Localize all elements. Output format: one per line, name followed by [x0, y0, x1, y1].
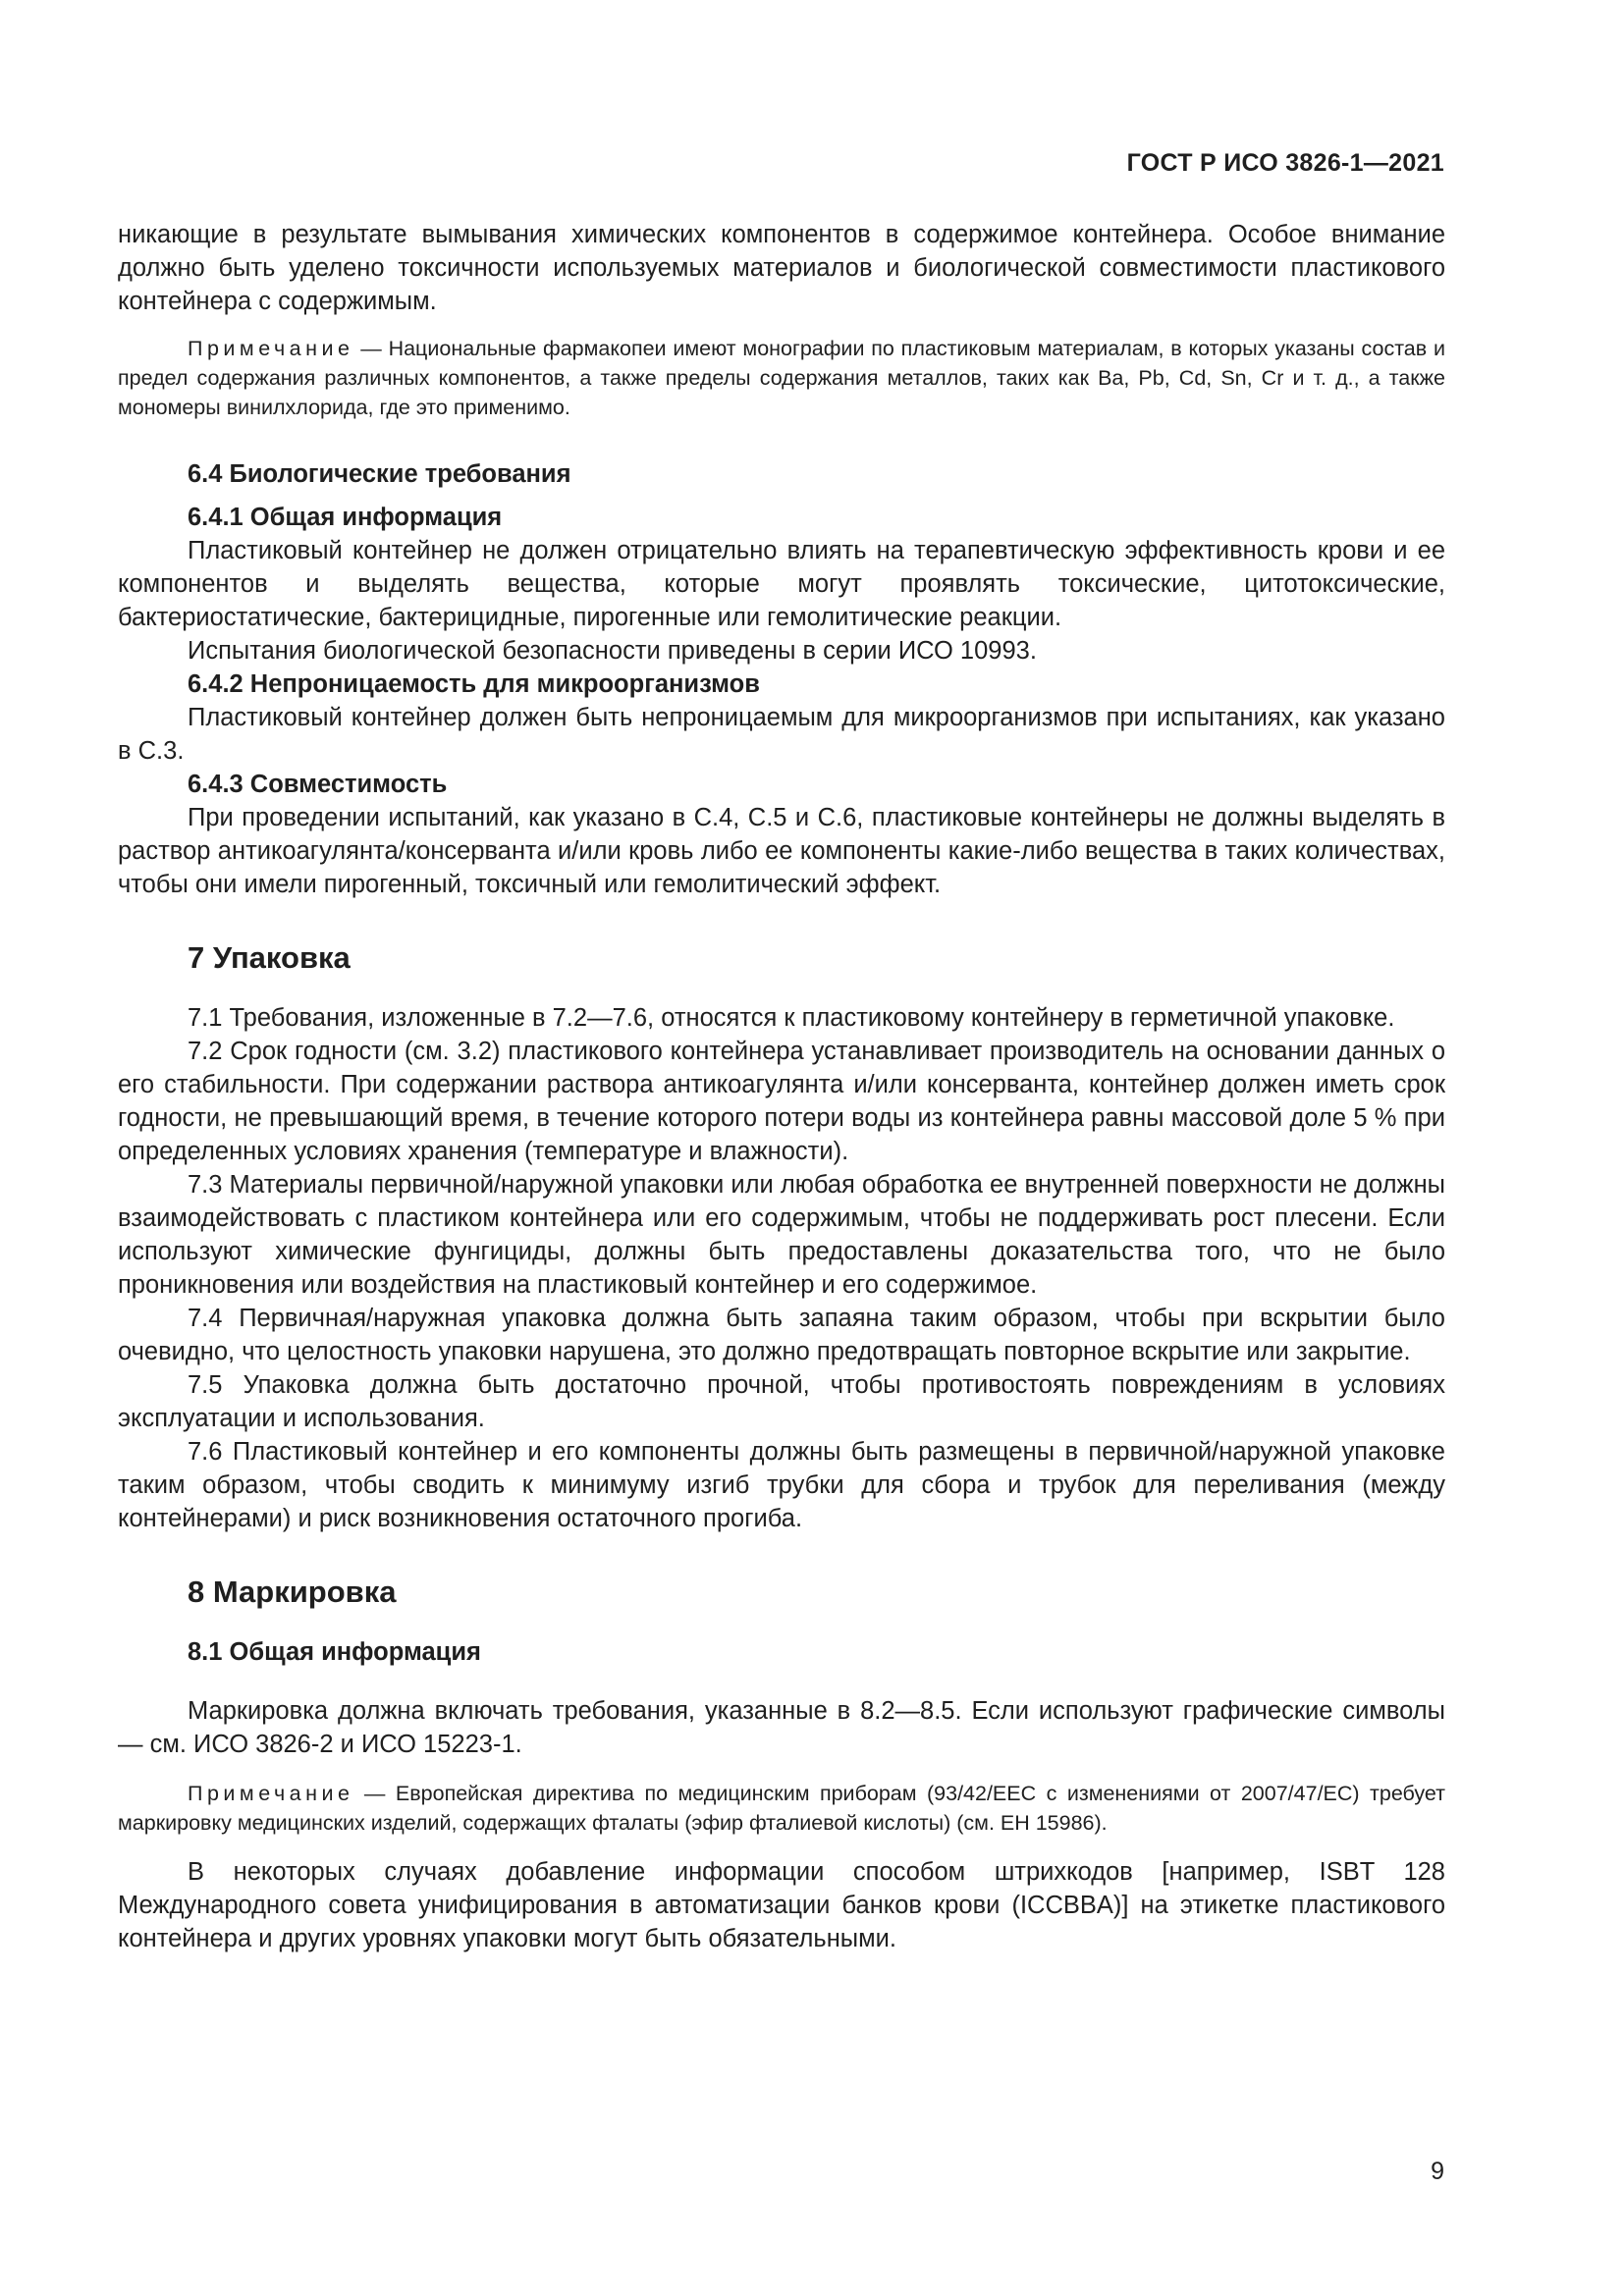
heading-8-1: 8.1 Общая информация — [188, 1638, 481, 1666]
paragraph-7-5: 7.5 Упаковка должна быть достаточно прочной, чтобы противостоять повреждениям в условиях эксплуатации и использования. — [118, 1371, 1445, 1432]
paragraph-6-4-3: При проведении испытаний, как указано в С.4, С.5 и С.6, пластиковые контейнеры не должны выделять в раствор антикоагулянта/консерванта и/или кровь либо ее компоненты какие-либо вещества в таких количествах, чтобы они имели пирогенный, токсичный или гемолитический эффект. — [118, 804, 1445, 898]
heading-8: 8 Маркировка — [188, 1575, 397, 1609]
note-label: Примечание — [188, 337, 354, 360]
paragraph-7-2: 7.2 Срок годности (см. 3.2) пластикового контейнера устанавливает производитель на основании данных о его стабильности. При содержании раствора антикоагулянта и/или консерванта, контейнер должен иметь срок годности, не превышающий время, в течение которого потери воды из контейнера равны массовой доле 5 % при определенных условиях хранения (температуре и влажности). — [118, 1038, 1445, 1165]
heading-7: 7 Упаковка — [188, 940, 351, 975]
heading-6-4-1: 6.4.1 Общая информация — [188, 504, 503, 531]
note-label: Примечание — [188, 1782, 354, 1805]
note-directive — [118, 1779, 1445, 1838]
paragraph-7-1: 7.1 Требования, изложенные в 7.2—7.6, относятся к пластиковому контейнеру в герметичной упаковке. — [188, 1004, 1395, 1032]
paragraph-6-4-1-b: Испытания биологической безопасности приведены в серии ИСО 10993. — [188, 637, 1037, 665]
page-number: 9 — [1431, 2158, 1444, 2185]
heading-6-4-2: 6.4.2 Непроницаемость для микроорганизмов — [188, 670, 760, 698]
heading-6-4: 6.4 Биологические требования — [188, 460, 571, 488]
paragraph-7-6: 7.6 Пластиковый контейнер и его компоненты должны быть размещены в первичной/наружной упаковке таким образом, чтобы сводить к минимуму изгиб трубки для сбора и трубок для переливания (между контейнерами) и риск возникновения остаточного прогиба. — [118, 1438, 1445, 1532]
paragraph-8-1-barcodes: В некоторых случаях добавление информации способом штрихкодов [например, ISBT 128 Международного совета унифицирования в автоматизации банков крови (ICCBBA)] на этикетке пластикового контейнера и других уровнях упаковки могут быть обязательными. — [118, 1858, 1445, 1952]
paragraph-7-3: 7.3 Материалы первичной/наружной упаковки или любая обработка ее внутренней поверхности не должны взаимодействовать с пластиком контейнера или его содержимым, чтобы не поддерживать рост плесени. Если используют химические фунгициды, должны быть предоставлены доказательства того, что не было проникновения или воздействия на пластиковый контейнер и его содержимое. — [118, 1171, 1445, 1299]
paragraph-6-4-2: Пластиковый контейнер должен быть непроницаемым для микроорганизмов при испытаниях, как указано в С.3. — [118, 704, 1445, 765]
paragraph-continuation: никающие в результате вымывания химических компонентов в содержимое контейнера. Особое внимание должно быть уделено токсичности используемых материалов и биологической совместимости пластикового контейнера с содержимым. — [118, 221, 1445, 315]
note-text: — Национальные фармакопеи имеют монографии по пластиковым материалам, в которых указаны состав и предел содержания различных компонентов, а также пределы содержания металлов, таких как Ba, Pb, Cd, Sn, Cr и т. д., а также мономеры винилхлорида, где это применимо. — [118, 337, 1445, 419]
paragraph-7-4: 7.4 Первичная/наружная упаковка должна быть запаяна таким образом, чтобы при вскрытии было очевидно, что целостность упаковки нарушена, это должно предотвращать повторное вскрытие или закрытие. — [118, 1305, 1445, 1365]
paragraph-8-1: Маркировка должна включать требования, указанные в 8.2—8.5. Если используют графические символы — см. ИСО 3826-2 и ИСО 15223-1. — [118, 1697, 1445, 1758]
paragraph-6-4-1-a: Пластиковый контейнер не должен отрицательно влиять на терапевтическую эффективность крови и ее компонентов и выделять вещества, которые могут проявлять токсические, цитотоксические, бактериостатические, бактерицидные, пирогенные или гемолитические реакции. — [118, 537, 1445, 631]
note-text: — Европейская директива по медицинским приборам (93/42/ЕЕС с изменениями от 2007/47/ЕС) требует маркировку медицинских изделий, содержащих фталаты (эфир фталиевой кислоты) (см. ЕН 15986). — [118, 1782, 1445, 1835]
note-pharmacopoeia — [118, 334, 1445, 422]
standard-code: ГОСТ Р ИСО 3826-1—2021 — [1126, 149, 1444, 177]
heading-6-4-3: 6.4.3 Совместимость — [188, 771, 448, 798]
document-body — [118, 218, 1445, 1955]
